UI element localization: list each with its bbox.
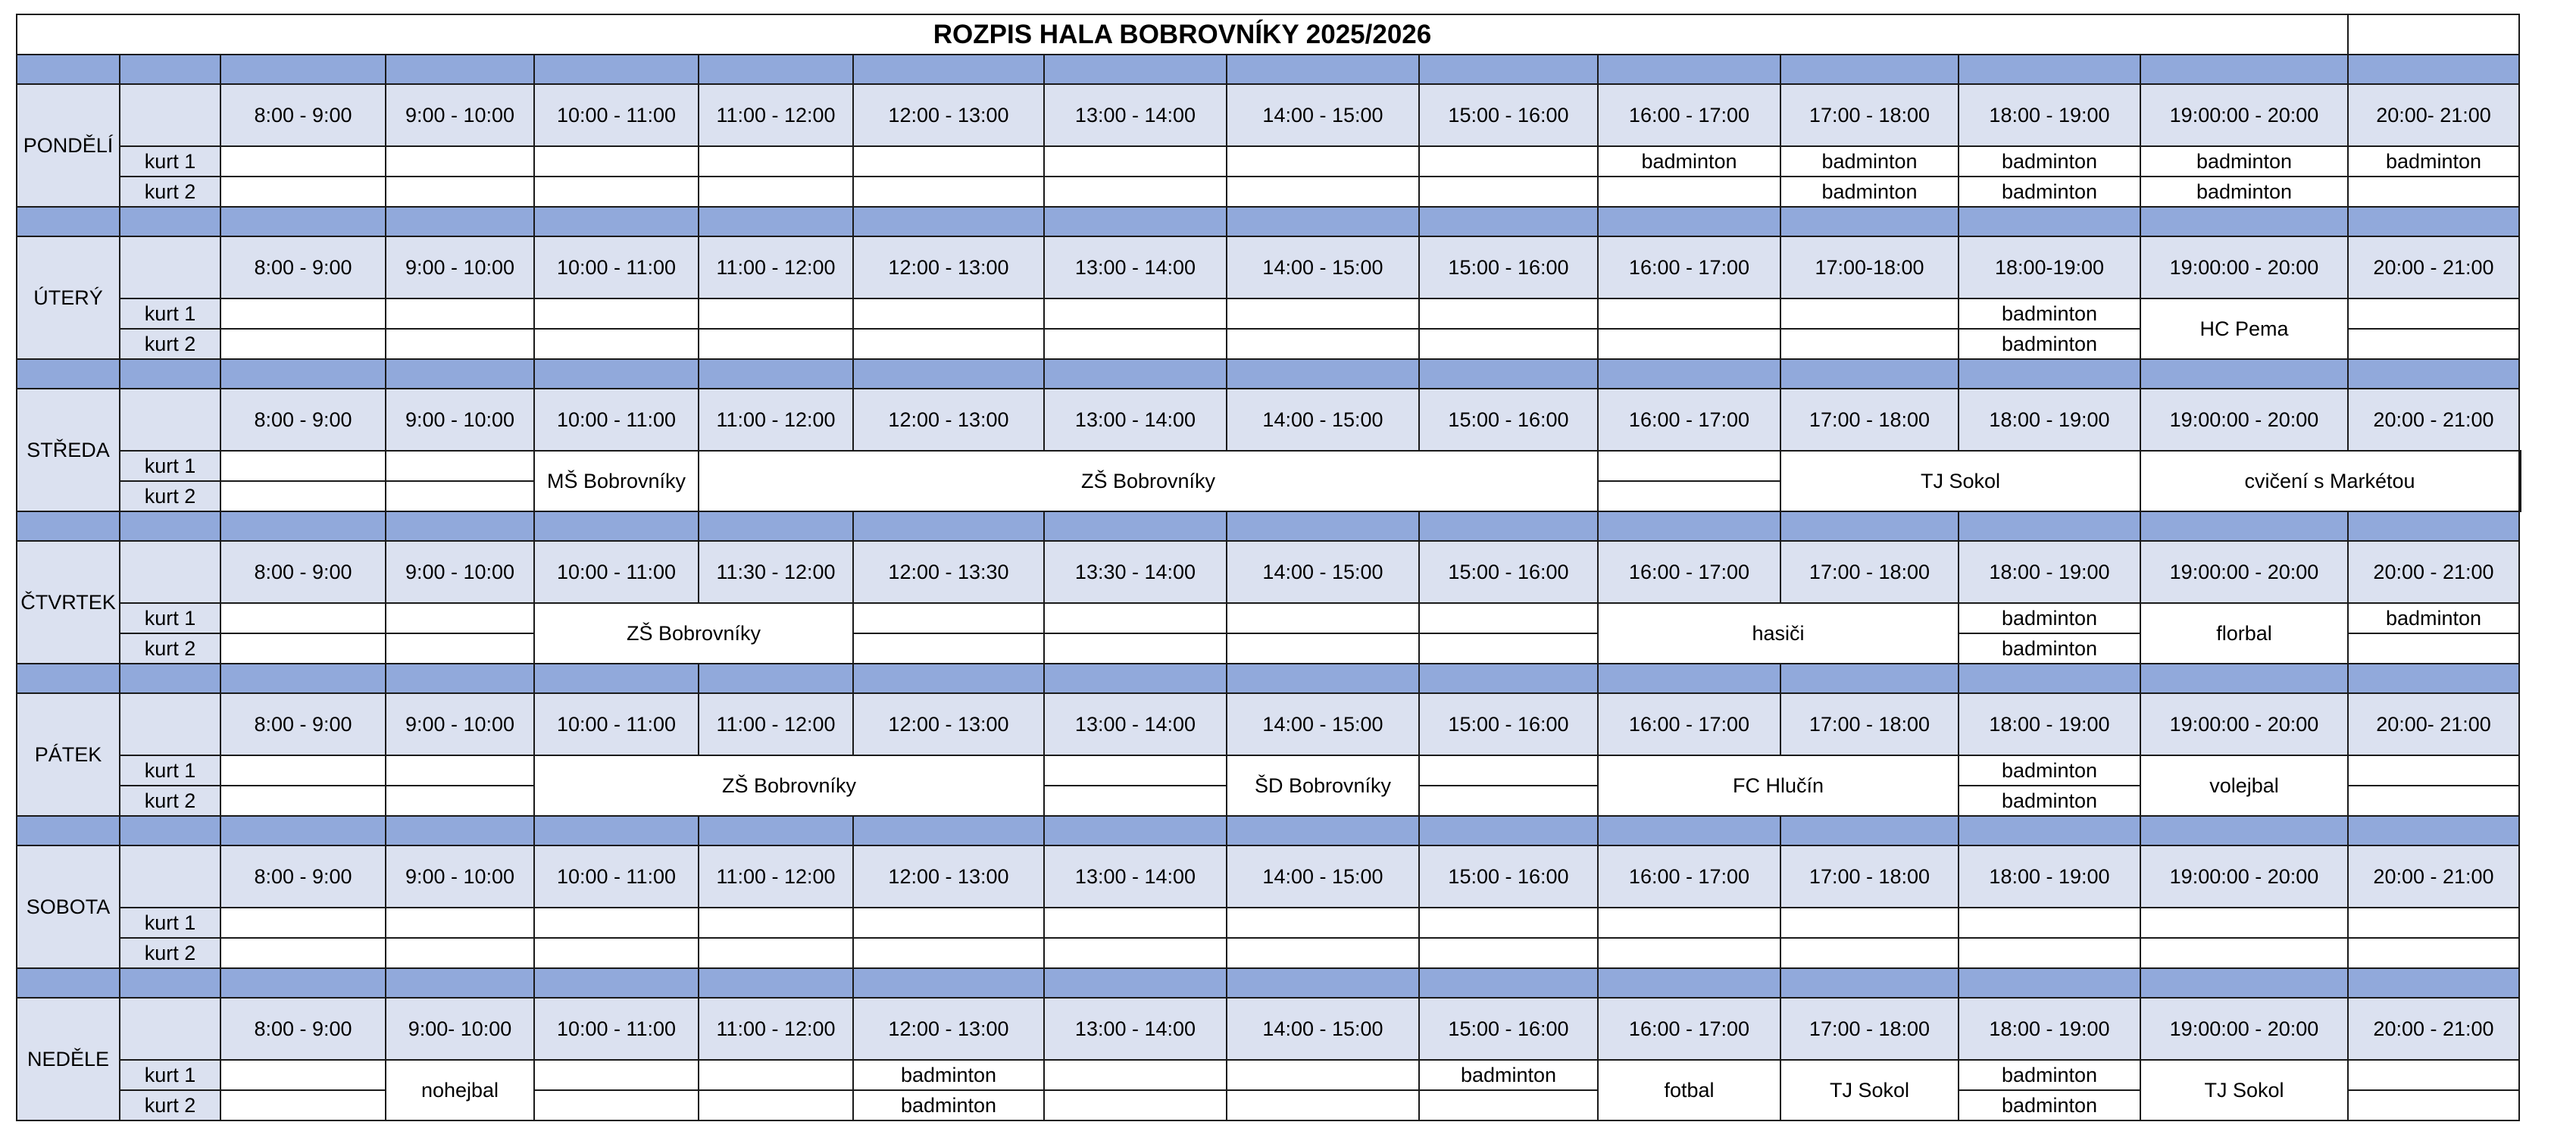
empty-slot [220,938,386,968]
time-slot: 17:00-18:00 [1780,236,1959,298]
empty-slot [220,1090,386,1120]
time-slot: 15:00 - 16:00 [1419,693,1598,755]
empty-slot [220,755,386,786]
time-slot: 11:00 - 12:00 [699,236,853,298]
time-slot: 13:00 - 14:00 [1044,998,1227,1060]
empty-slot [1419,938,1598,968]
empty-slot [1959,908,2140,938]
booking-cell: badminton [853,1090,1044,1120]
empty-slot [386,177,534,207]
empty-slot [2348,755,2519,786]
empty-slot [386,329,534,359]
booking-cell: FC Hlučín [1598,755,1959,816]
empty-slot [699,329,853,359]
court-label: kurt 1 [120,451,220,481]
empty-slot [853,329,1044,359]
empty-slot [220,633,386,664]
booking-cell: badminton [2140,146,2348,177]
empty-slot [2140,938,2348,968]
time-slot: 14:00 - 15:00 [1227,541,1419,603]
time-slot: 15:00 - 16:00 [1419,389,1598,451]
booking-cell: volejbal [2140,755,2348,816]
corner-cell [120,84,220,146]
empty-slot [1598,938,1780,968]
time-slot: 8:00 - 9:00 [220,693,386,755]
empty-slot [1044,298,1227,329]
empty-slot [220,451,386,481]
time-slot: 15:00 - 16:00 [1419,84,1598,146]
corner-cell [120,541,220,603]
empty-slot [534,938,699,968]
time-slot: 19:00:00 - 20:00 [2140,84,2348,146]
time-slot: 19:00:00 - 20:00 [2140,236,2348,298]
time-slot: 13:00 - 14:00 [1044,389,1227,451]
booking-cell: badminton [1959,177,2140,207]
time-slot: 18:00 - 19:00 [1959,84,2140,146]
empty-slot [1044,908,1227,938]
time-slot: 11:00 - 12:00 [699,693,853,755]
time-slot: 14:00 - 15:00 [1227,389,1419,451]
separator-row [17,968,2521,998]
booking-cell: badminton [1959,755,2140,786]
empty-slot [1419,603,1598,633]
time-slot: 13:00 - 14:00 [1044,236,1227,298]
time-slot: 20:00 - 21:00 [2348,541,2519,603]
empty-slot [1227,177,1419,207]
time-slot: 12:00 - 13:00 [853,84,1044,146]
empty-slot [220,1060,386,1090]
time-slot: 20:00 - 21:00 [2348,389,2519,451]
time-slot: 10:00 - 11:00 [534,693,699,755]
day-label: STŘEDA [17,389,120,511]
empty-slot [220,908,386,938]
empty-slot [1227,1090,1419,1120]
booking-cell: TJ Sokol [2140,1060,2348,1120]
court-label: kurt 2 [120,786,220,816]
empty-slot [699,1090,853,1120]
empty-slot [534,177,699,207]
time-slot: 17:00 - 18:00 [1780,84,1959,146]
time-slot: 20:00- 21:00 [2348,84,2519,146]
empty-slot [1419,755,1598,786]
time-slot: 15:00 - 16:00 [1419,845,1598,908]
corner-cell [120,998,220,1060]
title-side-cell [2348,14,2519,55]
empty-slot [1044,329,1227,359]
time-slot: 8:00 - 9:00 [220,998,386,1060]
booking-cell: badminton [1419,1060,1598,1090]
empty-slot [1959,938,2140,968]
time-slot: 11:00 - 12:00 [699,389,853,451]
booking-cell: badminton [1780,177,1959,207]
time-slot: 8:00 - 9:00 [220,845,386,908]
time-slot: 17:00 - 18:00 [1780,693,1959,755]
empty-slot [1598,177,1780,207]
court-label: kurt 1 [120,603,220,633]
booking-cell: badminton [1959,329,2140,359]
court-label: kurt 1 [120,298,220,329]
time-slot: 16:00 - 17:00 [1598,389,1780,451]
booking-cell: florbal [2140,603,2348,664]
empty-slot [534,1090,699,1120]
time-slot: 19:00:00 - 20:00 [2140,541,2348,603]
empty-slot [1419,329,1598,359]
time-slot: 17:00 - 18:00 [1780,389,1959,451]
separator-row [17,816,2521,845]
empty-slot [534,908,699,938]
time-slot: 9:00 - 10:00 [386,845,534,908]
empty-slot [220,329,386,359]
time-slot: 11:00 - 12:00 [699,845,853,908]
empty-slot [1419,908,1598,938]
empty-slot [2519,451,2521,481]
empty-slot [2348,633,2519,664]
empty-slot [2348,938,2519,968]
empty-slot [853,298,1044,329]
empty-slot [1419,786,1598,816]
booking-cell: badminton [1598,146,1780,177]
booking-cell: badminton [1959,603,2140,633]
court-label: kurt 1 [120,146,220,177]
time-slot: 19:00:00 - 20:00 [2140,693,2348,755]
time-slot: 16:00 - 17:00 [1598,84,1780,146]
time-slot: 18:00 - 19:00 [1959,389,2140,451]
time-slot: 14:00 - 15:00 [1227,998,1419,1060]
time-slot: 14:00 - 15:00 [1227,845,1419,908]
time-slot: 9:00 - 10:00 [386,693,534,755]
time-slot: 13:00 - 14:00 [1044,693,1227,755]
time-slot: 12:00 - 13:30 [853,541,1044,603]
empty-slot [220,298,386,329]
separator-row [17,359,2521,389]
corner-cell [120,845,220,908]
empty-slot [699,938,853,968]
empty-slot [386,481,534,511]
time-slot: 16:00 - 17:00 [1598,236,1780,298]
time-slot: 18:00 - 19:00 [1959,998,2140,1060]
empty-slot [2348,177,2519,207]
booking-cell: hasiči [1598,603,1959,664]
time-slot: 17:00 - 18:00 [1780,541,1959,603]
time-slot: 10:00 - 11:00 [534,541,699,603]
booking-cell: ZŠ Bobrovníky [534,603,853,664]
time-slot: 20:00 - 21:00 [2348,236,2519,298]
time-slot: 20:00- 21:00 [2348,693,2519,755]
time-slot: 10:00 - 11:00 [534,389,699,451]
empty-slot [220,481,386,511]
booking-cell: badminton [1959,633,2140,664]
empty-slot [2348,786,2519,816]
empty-slot [220,177,386,207]
booking-cell: badminton [1959,1060,2140,1090]
day-label: PÁTEK [17,693,120,816]
empty-slot [699,177,853,207]
empty-slot [853,177,1044,207]
time-slot: 16:00 - 17:00 [1598,845,1780,908]
day-label: ČTVRTEK [17,541,120,664]
time-slot: 12:00 - 13:00 [853,693,1044,755]
time-slot: 9:00 - 10:00 [386,541,534,603]
empty-slot [534,329,699,359]
time-slot: 12:00 - 13:00 [853,236,1044,298]
empty-slot [2348,329,2519,359]
time-slot: 14:00 - 15:00 [1227,236,1419,298]
booking-cell: ZŠ Bobrovníky [699,451,1598,511]
time-slot: 16:00 - 17:00 [1598,693,1780,755]
empty-slot [1780,298,1959,329]
time-slot: 8:00 - 9:00 [220,84,386,146]
time-slot: 9:00 - 10:00 [386,84,534,146]
time-slot: 20:00 - 21:00 [2348,998,2519,1060]
empty-slot [534,146,699,177]
booking-cell: badminton [1959,298,2140,329]
corner-cell [120,389,220,451]
time-slot: 18:00 - 19:00 [1959,693,2140,755]
booking-cell: badminton [2140,177,2348,207]
empty-slot [386,908,534,938]
time-slot: 11:00 - 12:00 [699,84,853,146]
time-slot: 18:00 - 19:00 [1959,541,2140,603]
empty-slot [1044,603,1227,633]
time-slot: 17:00 - 18:00 [1780,998,1959,1060]
separator-row [17,664,2521,693]
time-slot: 17:00 - 18:00 [1780,845,1959,908]
separator-row [17,55,2521,84]
court-label: kurt 2 [120,481,220,511]
time-slot: 10:00 - 11:00 [534,84,699,146]
separator-row [17,511,2521,541]
empty-slot [534,298,699,329]
time-slot: 13:00 - 14:00 [1044,845,1227,908]
time-slot: 19:00:00 - 20:00 [2140,998,2348,1060]
empty-slot [699,146,853,177]
booking-cell: badminton [1959,1090,2140,1120]
corner-cell [120,236,220,298]
empty-slot [699,1060,853,1090]
time-slot: 15:00 - 16:00 [1419,541,1598,603]
time-slot: 16:00 - 17:00 [1598,998,1780,1060]
booking-cell: TJ Sokol [1780,451,2140,511]
booking-cell: ZŠ Bobrovníky [534,755,1044,816]
booking-cell: fotbal [1598,1060,1780,1120]
empty-slot [1227,329,1419,359]
empty-slot [1044,177,1227,207]
empty-slot [220,146,386,177]
empty-slot [1419,298,1598,329]
booking-cell: badminton [853,1060,1044,1090]
time-slot: 8:00 - 9:00 [220,541,386,603]
empty-slot [534,1060,699,1090]
empty-slot [1044,633,1227,664]
time-slot: 9:00 - 10:00 [386,389,534,451]
empty-slot [1598,451,1780,481]
empty-slot [1598,298,1780,329]
booking-cell: nohejbal [386,1060,534,1120]
empty-slot [1227,633,1419,664]
empty-slot [1780,329,1959,359]
empty-slot [699,908,853,938]
empty-slot [2140,908,2348,938]
booking-cell: badminton [1959,786,2140,816]
time-slot: 13:30 - 14:00 [1044,541,1227,603]
time-slot: 18:00 - 19:00 [1959,845,2140,908]
empty-slot [1419,633,1598,664]
empty-slot [1044,1090,1227,1120]
court-label: kurt 2 [120,329,220,359]
day-label: ÚTERÝ [17,236,120,359]
time-slot: 13:00 - 14:00 [1044,84,1227,146]
time-slot: 11:30 - 12:00 [699,541,853,603]
schedule-title: ROZPIS HALA BOBROVNÍKY 2025/2026 [17,14,2348,55]
time-slot: 16:00 - 17:00 [1598,541,1780,603]
time-slot: 8:00 - 9:00 [220,389,386,451]
time-slot: 12:00 - 13:00 [853,389,1044,451]
empty-slot [386,755,534,786]
empty-slot [1227,908,1419,938]
empty-slot [1419,177,1598,207]
empty-slot [386,603,534,633]
empty-slot [1044,786,1227,816]
separator-row [17,207,2521,236]
empty-slot [2348,1090,2519,1120]
court-label: kurt 2 [120,177,220,207]
time-slot: 14:00 - 15:00 [1227,693,1419,755]
empty-slot [853,146,1044,177]
court-label: kurt 2 [120,1090,220,1120]
time-slot: 12:00 - 13:00 [853,998,1044,1060]
empty-slot [1780,908,1959,938]
empty-slot [2348,298,2519,329]
empty-slot [386,633,534,664]
empty-slot [2519,481,2521,511]
court-label: kurt 1 [120,908,220,938]
booking-cell: HC Pema [2140,298,2348,359]
time-slot: 9:00 - 10:00 [386,236,534,298]
empty-slot [386,786,534,816]
empty-slot [1227,1060,1419,1090]
empty-slot [386,938,534,968]
time-slot: 12:00 - 13:00 [853,845,1044,908]
booking-cell: ŠD Bobrovníky [1227,755,1419,816]
booking-cell: MŠ Bobrovníky [534,451,699,511]
time-slot: 19:00:00 - 20:00 [2140,389,2348,451]
booking-cell: badminton [2348,603,2519,633]
empty-slot [1598,481,1780,511]
booking-cell: badminton [1780,146,1959,177]
time-slot: 9:00- 10:00 [386,998,534,1060]
empty-slot [1044,938,1227,968]
booking-cell: TJ Sokol [1780,1060,1959,1120]
time-slot: 20:00 - 21:00 [2348,845,2519,908]
court-label: kurt 1 [120,755,220,786]
booking-cell: badminton [2348,146,2519,177]
empty-slot [386,146,534,177]
empty-slot [853,938,1044,968]
time-slot: 19:00:00 - 20:00 [2140,845,2348,908]
empty-slot [1044,755,1227,786]
empty-slot [220,786,386,816]
day-label: NEDĚLE [17,998,120,1120]
empty-slot [1419,146,1598,177]
time-slot: 14:00 - 15:00 [1227,84,1419,146]
time-slot: 11:00 - 12:00 [699,998,853,1060]
court-label: kurt 1 [120,1060,220,1090]
empty-slot [1598,329,1780,359]
empty-slot [1227,298,1419,329]
time-slot: 8:00 - 9:00 [220,236,386,298]
schedule-table [16,14,2521,1121]
booking-cell: cvičení s Markétou [2140,451,2519,511]
empty-slot [1227,146,1419,177]
court-label: kurt 2 [120,633,220,664]
time-slot: 15:00 - 16:00 [1419,236,1598,298]
day-label: PONDĚLÍ [17,84,120,207]
empty-slot [853,908,1044,938]
booking-cell: badminton [1959,146,2140,177]
empty-slot [386,298,534,329]
empty-slot [2348,1060,2519,1090]
empty-slot [220,603,386,633]
empty-slot [2348,908,2519,938]
day-label: SOBOTA [17,845,120,968]
time-slot: 10:00 - 11:00 [534,845,699,908]
empty-slot [1780,938,1959,968]
court-label: kurt 2 [120,938,220,968]
empty-slot [1044,1060,1227,1090]
empty-slot [1227,603,1419,633]
empty-slot [699,298,853,329]
time-slot: 15:00 - 16:00 [1419,998,1598,1060]
empty-slot [1044,146,1227,177]
time-slot: 10:00 - 11:00 [534,236,699,298]
corner-cell [120,693,220,755]
empty-slot [386,451,534,481]
time-slot: 10:00 - 11:00 [534,998,699,1060]
empty-slot [853,633,1044,664]
empty-slot [1227,938,1419,968]
empty-slot [1419,1090,1598,1120]
empty-slot [853,603,1044,633]
empty-slot [1598,908,1780,938]
time-slot: 18:00-19:00 [1959,236,2140,298]
